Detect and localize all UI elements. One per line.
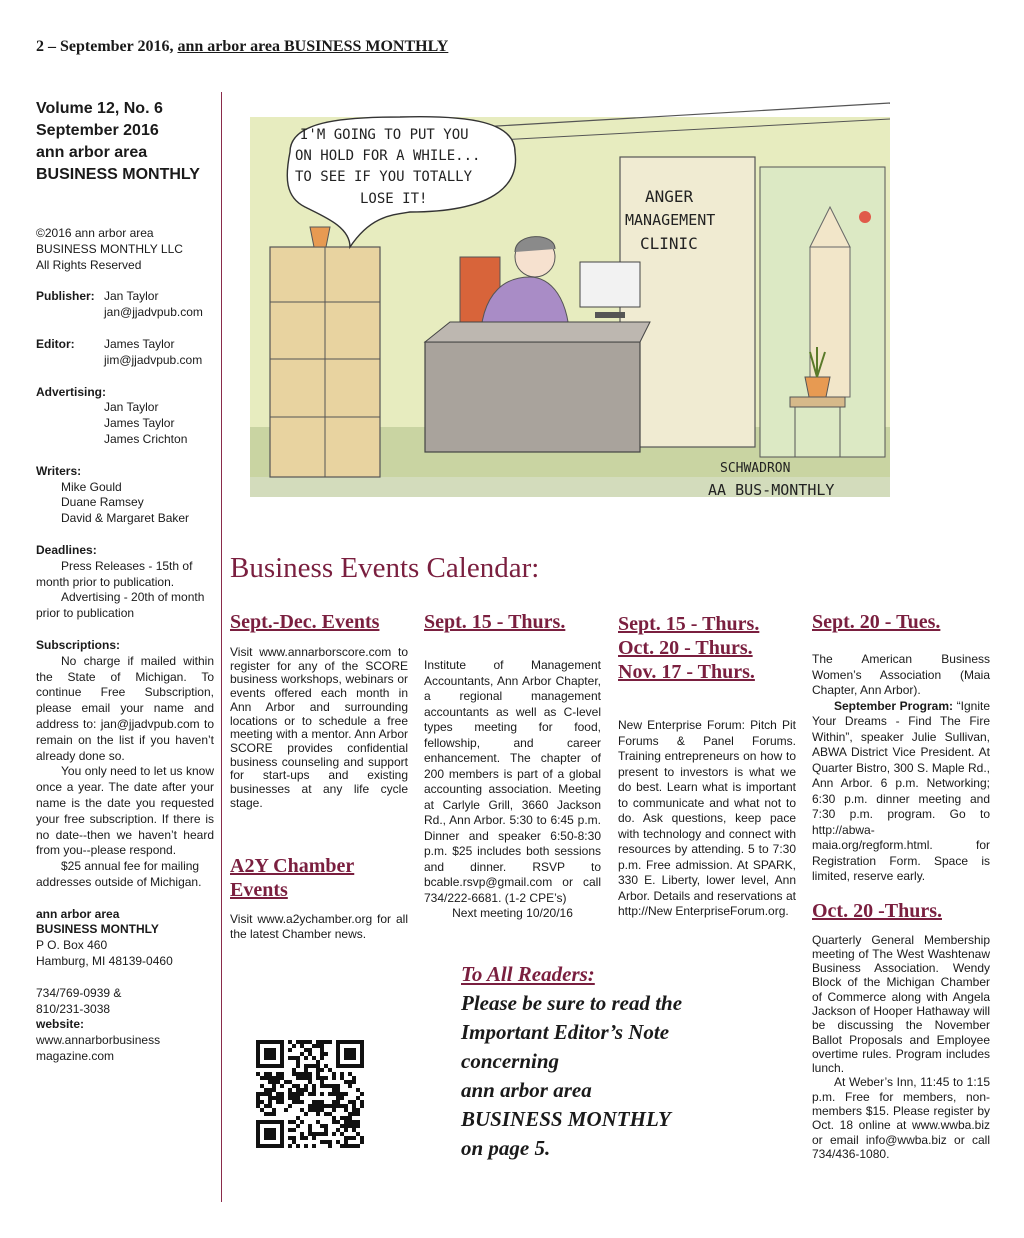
masthead-sidebar: [36, 98, 214, 1065]
website-link[interactable]: www.annarborbusiness magazine.com: [36, 1033, 161, 1064]
col1-body-2: Visit www.a2ychamber.org for all the latest Chamber news.: [230, 912, 408, 942]
running-head: [36, 38, 448, 56]
calendar-col-4: [812, 610, 990, 1161]
col4-program-label: September Program:: [834, 698, 953, 713]
col4-body: The American Business Women’s Association (Maia Chapter, Ann Arbor).: [812, 652, 990, 697]
window-text-1: ANGER: [645, 187, 694, 206]
col3-heading-2: Oct. 20 - Thurs.: [618, 637, 753, 659]
col3-heading-3: Nov. 17 - Thurs.: [618, 661, 755, 683]
volume-block: Volume 12, No. 6 September 2016 ann arbor area BUSINESS MONTHLY: [36, 100, 200, 183]
deadlines-block: Deadlines: Press Releases - 15th of month prior to publication. Advertising - 20th of month prior to publication: [36, 542, 205, 621]
col3-body: New Enterprise Forum: Pitch Pit Forums & Panel Forums. Training entrepreneurs on how to present to investors is what we do best. Learn what is important to communicate and what not to do. Ask questions, keep pace with technology and connect with resources by attending. 5 to 7:30 p.m. Free admission. At SPARK, 330 E. Liberty, lower level, Ann Arbor. Details and reservations at http://New EnterpriseForum.org.: [618, 718, 796, 918]
editor-email[interactable]: jim@jjadvpub.com: [104, 352, 203, 367]
editor-block: Editor: James Taylor jim@jjadvpub.com: [36, 337, 214, 369]
col4-heading: Sept. 20 - Tues.: [812, 611, 941, 633]
cartoon-illustration: [250, 97, 890, 517]
calendar-title: Business Events Calendar:: [230, 552, 540, 584]
balloon-line-1: I'M GOING TO PUT YOU: [300, 127, 469, 143]
page-date: 2 – September 2016,: [36, 38, 178, 55]
contact-block: 734/769-0939 & 810/231-3038 website: www.annarborbusiness magazine.com: [36, 986, 214, 1065]
cartoon-signature: SCHWADRON: [720, 461, 791, 476]
computer-monitor: [580, 262, 640, 307]
col4-body-2: Quarterly General Membership meeting of The West Washtenaw Business Association. Wendy Block of the Michigan Chamber of Commerce along with Angela Jackson of Hooper Hathaway will be discussing the November Ballot Proposals and Employee overtime rules. Program includes lunch.: [812, 932, 990, 1076]
col3-heading-1: Sept. 15 - Thurs.: [618, 613, 760, 635]
col1-body: Visit www.annarborscore.com to register for any of the SCORE business workshops, webinars or events offered each month in Ann Arbor and surrounding locations or to schedule a free meeting with a mentor. Ann Arbor SCORE provides confidential business counseling and support for start-ups and existing businesses at any life cycle stage.: [230, 645, 408, 810]
balloon-line-3: TO SEE IF YOU TOTALLY: [295, 169, 473, 185]
window-text-2: MANAGEMENT: [625, 211, 716, 229]
col4-body-3: At Weber’s Inn, 11:45 to 1:15 p.m. Free for members, non-members $15. Please register by Oct. 18 online at www.wwba.biz or email info@wwba.biz or call 734/436-1080.: [812, 1075, 990, 1161]
plant-pot: [805, 377, 830, 397]
col2-heading: Sept. 15 - Thurs.: [424, 611, 566, 633]
col4-heading-2: Oct. 20 -Thurs.: [812, 899, 942, 922]
writers-block: Writers: Mike Gould Duane Ramsey David & Margaret Baker: [36, 463, 190, 526]
publisher-block: Publisher: Jan Taylor jan@jjadvpub.com: [36, 289, 214, 321]
address-block: ann arbor area BUSINESS MONTHLY P O. Box 460 Hamburg, MI 48139-0460: [36, 906, 173, 969]
copyright-block: ©2016 ann arbor area BUSINESS MONTHLY LLC All Rights Reserved: [36, 226, 183, 272]
balloon-line-4: LOSE IT!: [360, 191, 428, 207]
publisher-email[interactable]: jan@jjadvpub.com: [104, 305, 203, 320]
advertising-block: Advertising: Jan Taylor James Taylor James Crichton: [36, 384, 188, 446]
cartoon-credit: AA BUS-MONTHLY: [708, 481, 835, 499]
desk: [425, 342, 640, 452]
readers-notice: To All Readers: Please be sure to read the Important Editor’s Note concerning ann arbor area BUSINESS MONTHLY on page 5.: [461, 960, 751, 1163]
calendar-col-2: [424, 610, 601, 922]
subscriptions-block: Subscriptions: No charge if mailed within the State of Michigan. To continue Free Subscription, please email your name and address to: jan@jjadvpub.com to remain on the list if you haven’t already done so. You only need to let us know once a year. The date after your name is the date you requested your free subscription. If there is no date--then we haven’t heard from you--please respond. $25 annual fee for mailing addresses outside of Michigan.: [36, 637, 214, 889]
balloon-line-2: ON HOLD FOR A WHILE...: [295, 148, 481, 164]
col2-body: Institute of Management Accountants, Ann Arbor Chapter, a regional management accountants as well as C-level types meeting for food, fellowship, and career enhancement. The chapter of 200 members is part of a global accounting association. Meeting at Carlyle Grill, 3660 Jackson Rd., Ann Arbor. 5:30 to 6:45 p.m. Dinner and speaker 6:50-8:30 p.m. $25 includes both sessions and dinner. RSVP to bcable.rsvp@gmail.com or call 734/222-6681. (1-2 CPE’s): [424, 658, 601, 905]
qr-code[interactable]: [256, 1040, 364, 1148]
col1-heading: Sept.-Dec. Events: [230, 611, 380, 633]
calendar-col-1: [230, 610, 408, 942]
window-text-3: CLINIC: [640, 234, 698, 253]
sun-icon: [859, 211, 871, 223]
col4-program-body: “Ignite Your Dreams - Find The Fire Within”, speaker Julie Sullivan, ABWA District Vice President. At Quarter Bistro, 300 S. Maple Rd., Ann Arbor. 6 p.m. Networking; 6:30 p.m. dinner meeting and 7:30 p.m. program. Go to http://abwa-maia.org/regform.html. for Registration Form. Space is limited, reserve early.: [812, 698, 990, 883]
publication-title: ann arbor area BUSINESS MONTHLY: [177, 38, 449, 55]
notice-heading: To All Readers:: [461, 962, 595, 986]
col2-next-meeting: Next meeting 10/20/16: [452, 906, 573, 920]
vase: [310, 227, 330, 247]
calendar-col-3: [618, 612, 796, 920]
col1-heading-2: A2Y Chamber Events: [230, 855, 355, 902]
column-divider: [221, 92, 222, 1202]
